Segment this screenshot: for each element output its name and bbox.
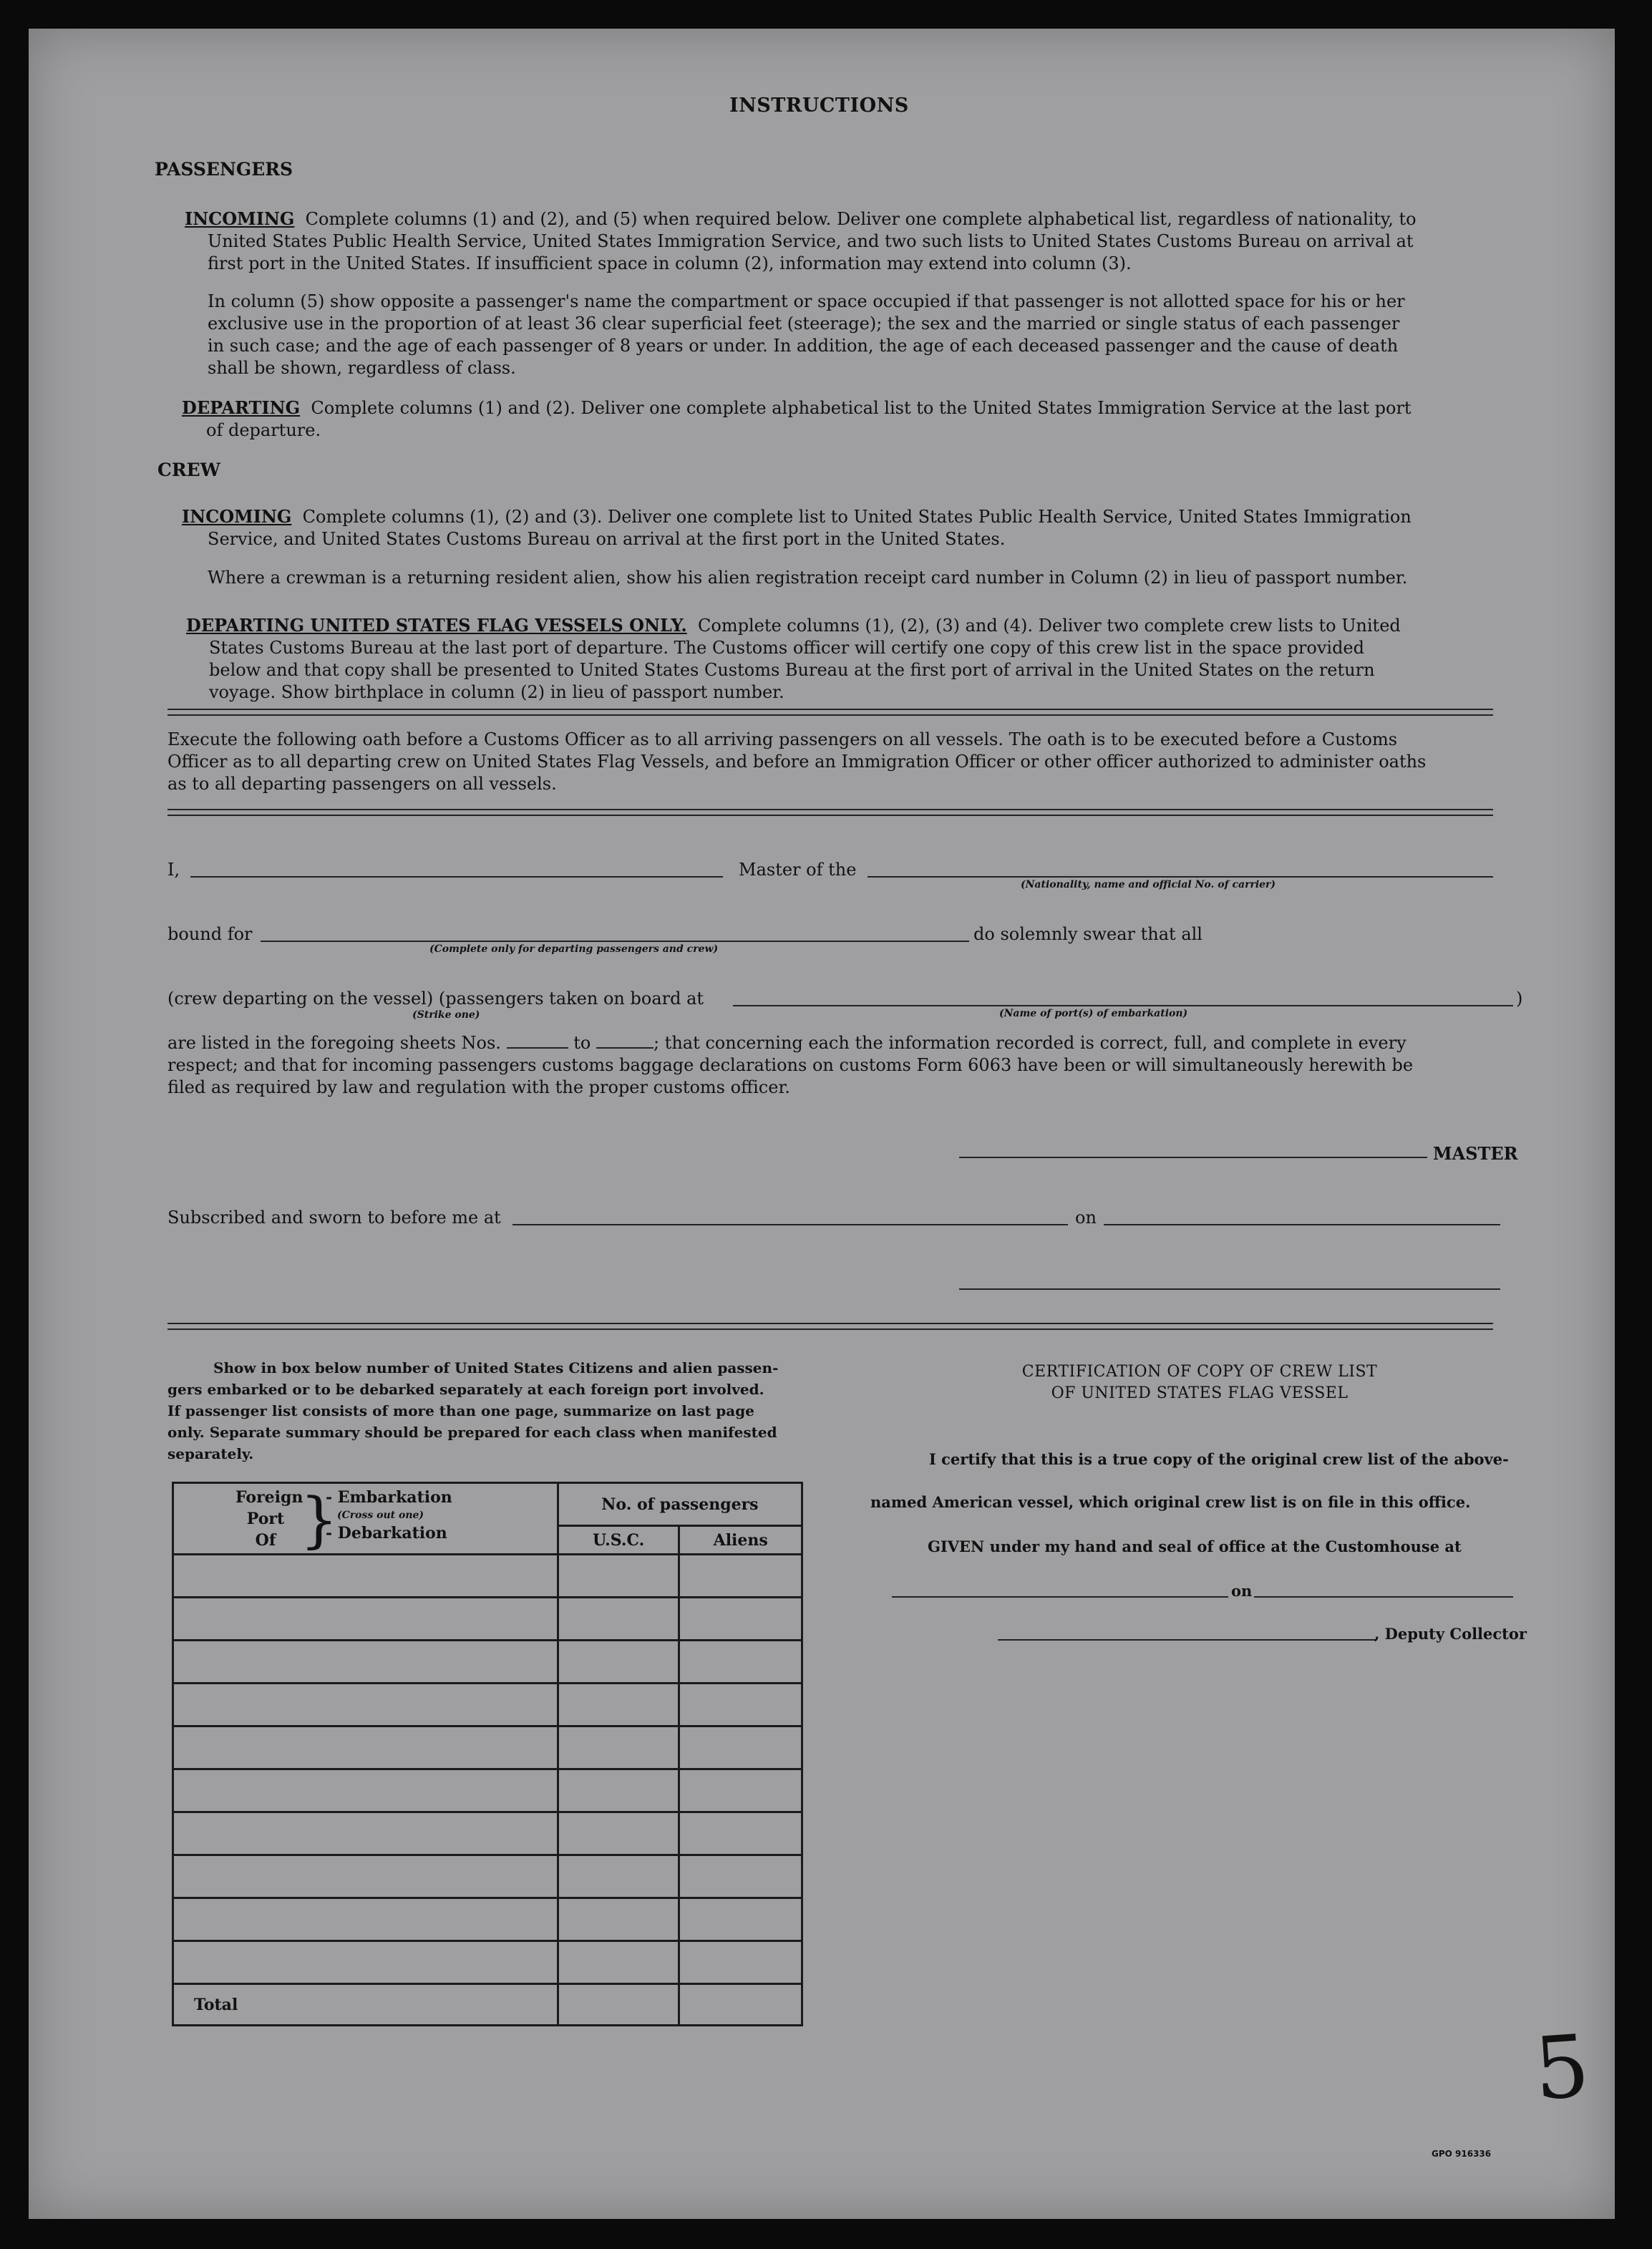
deputy-collector-label: , Deputy Collector [1374,1625,1527,1643]
close-paren: ) [1516,989,1523,1009]
summary-intro [167,1357,840,1464]
summary-intro-line: If passenger list consists of more than one page, summarize on last page [167,1402,754,1419]
passenger-summary-table [172,1482,803,2026]
passengers-incoming-line: United States Public Health Service, United States Immigration Service, and two such lists to United States Customs Bureau on arrival at [208,231,1414,251]
listed-text: are listed in the foregoing sheets Nos. [167,1033,501,1053]
summary-intro-line: Show in box below number of United States Citizens and alien passen- [213,1359,779,1376]
document-page [29,29,1615,2219]
aliens-cell[interactable] [679,1684,802,1726]
bound-for-caption: (Complete only for departing passengers and crew) [429,943,719,955]
section-divider [167,709,1493,716]
debarkation-option[interactable]: - Debarkation [326,1524,447,1543]
column5-line: in such case; and the age of each passenger of 8 years or under. In addition, the age of each deceased passenger and the cause of death [208,336,1399,356]
summary-row [173,1684,802,1726]
gpo-number: GPO 916336 [1432,2149,1492,2159]
passengers-departing-line: of departure. [206,420,321,440]
column5-line: shall be shown, regardless of class. [208,358,516,378]
port-cell[interactable] [173,1941,558,1984]
port-cell[interactable] [173,1684,558,1726]
summary-row [173,1941,802,1984]
crew-departing-label: DEPARTING UNITED STATES FLAG VESSELS ONLY. [186,615,687,636]
carrier-caption: (Nationality, name and official No. of carrier) [1021,879,1276,890]
bound-for-label: bound for [167,924,253,944]
embarkation-option[interactable]: - Embarkation [326,1488,452,1507]
crew-departing-paragraph [186,614,1532,704]
usc-cell[interactable] [558,1684,679,1726]
brace-icon: } [300,1485,339,1555]
sworn-date-field[interactable] [1104,1224,1500,1225]
summary-intro-line: gers embarked or to be debarked separately at each foreign port involved. [167,1381,764,1398]
certification-body-line1: I certify that this is a true copy of the original crew list of the above- [929,1450,1509,1468]
port-caption: (Name of port(s) of embarkation) [999,1008,1188,1019]
port-cell[interactable] [173,1641,558,1684]
usc-cell[interactable] [558,1898,679,1941]
page-title: INSTRUCTIONS [729,94,909,117]
column5-paragraph [208,291,1525,379]
column5-line: In column (5) show opposite a passenger's name the compartment or space occupied if that passenger is not allotted space for his or her [208,291,1405,311]
usc-cell[interactable] [558,1598,679,1641]
master-signature-field[interactable] [959,1157,1427,1158]
usc-cell[interactable] [558,1641,679,1684]
oath-intro-line: Execute the following oath before a Customs Officer as to all arriving passengers on all vessels. The oath is to be executed before a Customs [167,729,1398,749]
port-label: Port [246,1510,285,1528]
aliens-cell[interactable] [679,1769,802,1812]
foreign-label: Foreign [235,1488,303,1507]
passengers-heading: PASSENGERS [155,159,293,180]
total-label: Total [173,1984,558,2026]
on-label: on [1075,1208,1097,1228]
filed-line: filed as required by law and regulation with the proper customs officer. [167,1077,790,1097]
usc-cell[interactable] [558,1812,679,1855]
usc-header: U.S.C. [558,1526,679,1555]
aliens-cell[interactable] [679,1812,802,1855]
crew-incoming-line: Service, and United States Customs Bureau on arrival at the first port in the United States. [208,529,1006,549]
crew-incoming-line: Complete columns (1), (2) and (3). Deliver one complete list to United States Public Health Service, United States Immigration [302,507,1412,527]
summary-row [173,1555,802,1598]
deputy-collector-signature-field[interactable] [998,1639,1376,1641]
certification-date-field[interactable] [1254,1596,1513,1598]
summary-row [173,1898,802,1941]
usc-cell[interactable] [558,1726,679,1769]
certification-body-line2: named American vessel, which original crew list is on file in this office. [870,1493,1471,1511]
of-label: Of [255,1531,276,1550]
certification-title-line: OF UNITED STATES FLAG VESSEL [1051,1384,1349,1402]
total-usc-cell[interactable] [558,1984,679,2026]
handwritten-number: 5 [1531,2016,1593,2120]
port-cell[interactable] [173,1855,558,1898]
crew-heading: CREW [157,460,220,480]
crew-departing-text: (crew departing on the vessel) (passengers taken on board at [167,989,704,1009]
section-divider [167,809,1493,816]
summary-row [173,1598,802,1641]
usc-cell[interactable] [558,1555,679,1598]
passengers-departing-line: Complete columns (1) and (2). Deliver one complete alphabetical list to the United States Immigration Service at the last port [311,398,1412,418]
given-text: GIVEN under my hand and seal of office at the Customhouse at [928,1538,1462,1555]
summary-intro-line: only. Separate summary should be prepared for each class when manifested [167,1424,777,1441]
master-name-field[interactable] [190,876,723,878]
aliens-cell[interactable] [679,1726,802,1769]
summary-row [173,1812,802,1855]
subscribed-label: Subscribed and sworn to before me at [167,1208,501,1228]
passengers-incoming-paragraph [185,208,1516,275]
crew-departing-line: voyage. Show birthplace in column (2) in lieu of passport number. [209,682,784,702]
aliens-header: Aliens [679,1526,802,1555]
listed-text-continued: ; that concerning each the information recorded is correct, full, and complete in every [653,1033,1406,1053]
passengers-incoming-line: Complete columns (1) and (2), and (5) when required below. Deliver one complete alphabetical list, regardless of nationality, to [305,209,1417,229]
port-cell[interactable] [173,1555,558,1598]
port-cell[interactable] [173,1598,558,1641]
aliens-cell[interactable] [679,1641,802,1684]
sheet-to-field[interactable] [596,1034,653,1049]
port-cell[interactable] [173,1769,558,1812]
summary-row [173,1855,802,1898]
port-cell[interactable] [173,1812,558,1855]
crew-alien-note: Where a crewman is a returning resident alien, show his alien registration receipt card number in Column (2) in lieu of passport number. [208,568,1408,588]
passengers-departing-label: DEPARTING [182,397,301,418]
strike-one-caption: (Strike one) [412,1009,480,1021]
port-cell[interactable] [173,1726,558,1769]
crew-departing-line: below and that copy shall be presented to United States Customs Bureau at the first port of arrival in the United States on the return [209,660,1375,680]
cross-out-caption: (Cross out one) [337,1510,424,1521]
to-text: to [573,1033,591,1053]
master-of-the-label: Master of the [739,860,857,880]
usc-cell[interactable] [558,1941,679,1984]
oath-intro [167,729,1513,795]
aliens-cell[interactable] [679,1855,802,1898]
total-aliens-cell[interactable] [679,1984,802,2026]
sheet-from-field[interactable] [507,1034,568,1049]
swear-text: do solemnly swear that all [973,924,1202,944]
embarkation-port-field[interactable] [733,1005,1513,1006]
carrier-field[interactable] [868,876,1493,878]
aliens-cell[interactable] [679,1941,802,1984]
passengers-incoming-line: first port in the United States. If insufficient space in column (2), information may extend into column (3). [208,253,1132,273]
aliens-cell[interactable] [679,1898,802,1941]
passengers-departing-paragraph [182,397,1527,442]
bound-for-field[interactable] [261,941,969,942]
aliens-cell[interactable] [679,1598,802,1641]
section-divider [167,1323,1493,1330]
summary-row [173,1641,802,1684]
listed-paragraph [167,1032,1513,1099]
oath-intro-line: as to all departing passengers on all vessels. [167,774,557,794]
crew-incoming-label: INCOMING [182,506,292,527]
aliens-cell[interactable] [679,1555,802,1598]
certification-title [885,1361,1515,1404]
port-cell[interactable] [173,1898,558,1941]
summary-intro-line: separately. [167,1445,254,1462]
respect-line: respect; and that for incoming passengers customs baggage declarations on customs Form 6063 have been or will simultaneously herewith be [167,1055,1414,1075]
port-header-cell [173,1483,558,1555]
master-label: MASTER [1433,1143,1518,1164]
usc-cell[interactable] [558,1769,679,1812]
column5-line: exclusive use in the proportion of at least 36 clear superficial feet (steerage); the sex and the married or single status of each passenger [208,314,1400,334]
sworn-location-field[interactable] [512,1224,1068,1225]
certification-title-line: CERTIFICATION OF COPY OF CREW LIST [1021,1363,1378,1381]
no-of-passengers-header: No. of passengers [558,1483,802,1526]
customhouse-field[interactable] [892,1596,1228,1598]
crew-departing-line: Complete columns (1), (2), (3) and (4). Deliver two complete crew lists to United [698,616,1401,636]
crew-departing-line: States Customs Bureau at the last port of departure. The Customs officer will certify one copy of this crew list in the space provided [209,638,1364,658]
summary-row [173,1726,802,1769]
certification-on-label: on [1231,1582,1253,1600]
oath-i-label: I, [167,860,180,880]
usc-cell[interactable] [558,1855,679,1898]
oath-intro-line: Officer as to all departing crew on United States Flag Vessels, and before an Immigration Officer or other officer authorized to administer oaths [167,752,1427,772]
summary-row [173,1769,802,1812]
passengers-incoming-label: INCOMING [185,208,295,229]
officer-signature-field[interactable] [959,1288,1500,1290]
crew-incoming-paragraph [182,505,1527,550]
